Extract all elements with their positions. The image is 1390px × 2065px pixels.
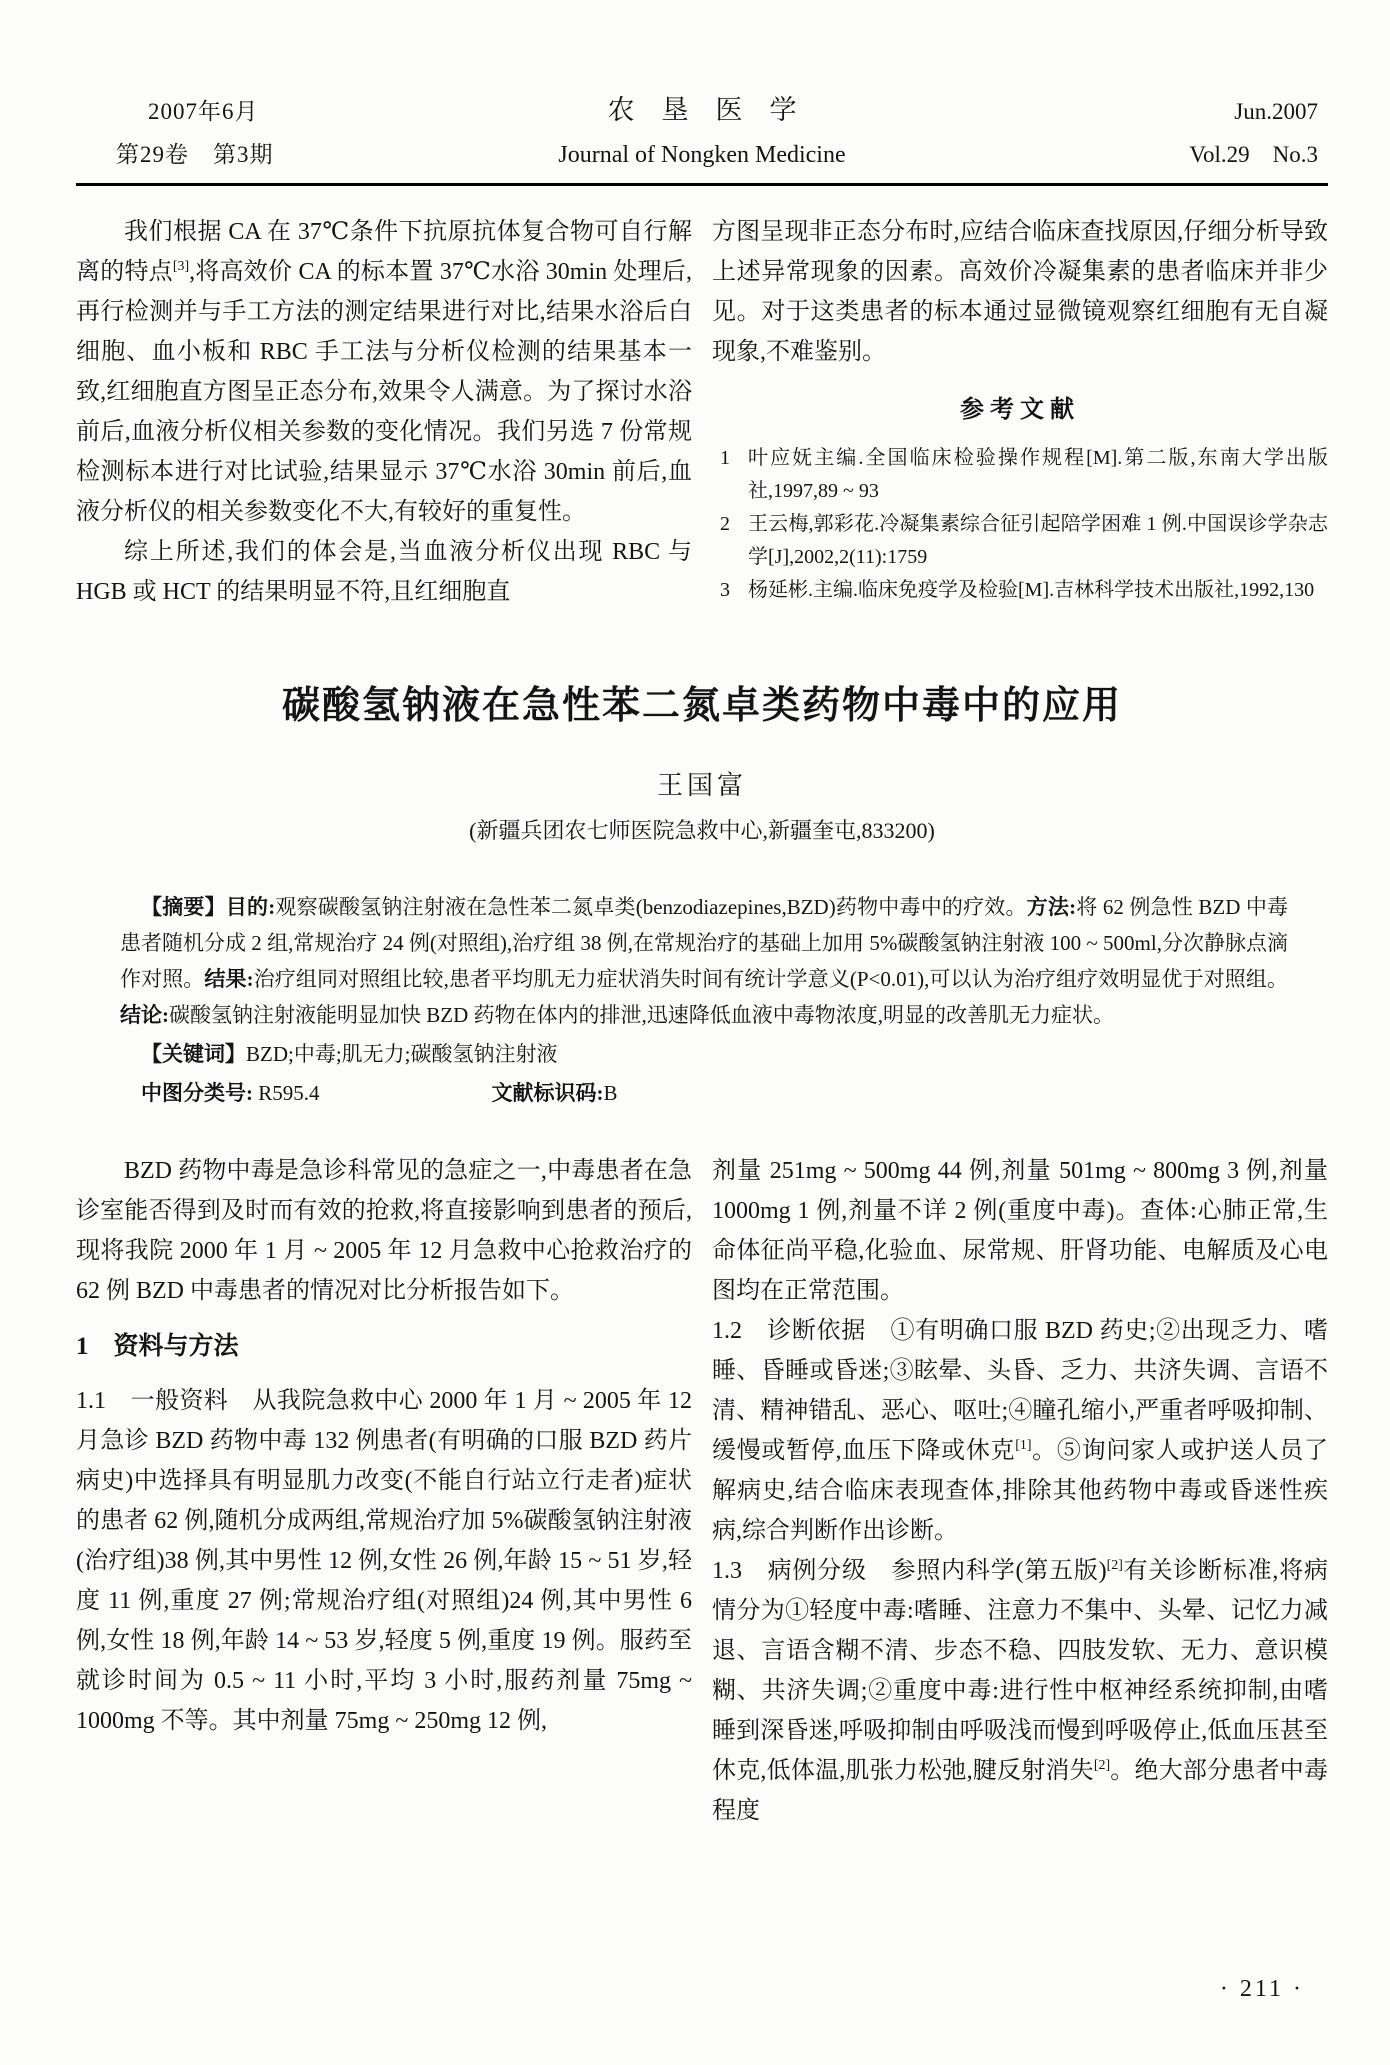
reference-text: 王云梅,郭彩花.冷凝集素综合征引起陪学困难 1 例.中国误诊学杂志学[J],2002,2(11):1759 — [748, 513, 1328, 568]
abstract-paragraph — [120, 889, 1288, 1033]
clc-label: 中图分类号: — [141, 1081, 259, 1105]
result-label: 结果: — [204, 967, 254, 991]
prev-article-paragraph — [76, 212, 692, 532]
doc-code-label: 文献标识码: — [491, 1081, 604, 1105]
continuation-paragraph: 剂量 251mg ~ 500mg 44 例,剂量 501mg ~ 800mg 3 例,剂量 1000mg 1 例,剂量不详 2 例(重度中毒)。查体:心肺正常,生命体征尚平稳,化验血、尿常规、肝肾功能、电解质及心电图均在正常范围。 — [712, 1158, 1328, 1304]
citation-superscript: [1] — [1015, 1438, 1032, 1453]
section-1-2-paragraph — [712, 1311, 1328, 1551]
paragraph-text: 。绝大部分患者中毒程度 — [712, 1758, 1329, 1824]
article-title: 碳酸氢钠液在急性苯二氮卓类药物中毒中的应用 — [281, 685, 1122, 727]
reference-text: 叶应妩主编.全国临床检验操作规程[M].第二版,东南大学出版社,1997,89 ~ 93 — [748, 447, 1328, 502]
objective-label: 目的: — [225, 895, 276, 919]
header-divider — [76, 183, 1328, 186]
method-text: 将 62 例急性 BZD 中毒患者随机分成 2 组,常规治疗 24 例(对照组),治疗组 38 例,在常规治疗的基础上加用 5%碳酸氢钠注射液 100 ~ 500ml,分次静脉点滴作对照。 — [120, 895, 1289, 991]
prev-article-right-column — [712, 212, 1328, 612]
previous-article-continuation — [76, 212, 1328, 612]
page-number: · 211 · — [1219, 1976, 1304, 2002]
citation-superscript: [2] — [1106, 1558, 1123, 1573]
conclusion-text: 碳酸氢钠注射液能明显加快 BZD 药物在体内的排泄,迅速降低血液中毒物浓度,明显的改善肌无力症状。 — [169, 1003, 1114, 1027]
reference-item — [712, 574, 1328, 607]
keywords-label: 【关键词】 — [141, 1042, 246, 1066]
paragraph-text: 我们根据 CA 在 37℃条件下抗原抗体复合物可自行解离的特点 — [76, 219, 692, 285]
header-row-1 — [76, 88, 1328, 127]
article-body-columns — [76, 1151, 1328, 1831]
section-1-heading: 1 资料与方法 — [76, 1333, 239, 1360]
header-date-en: Jun.2007 — [1234, 99, 1318, 124]
header-row-2 — [76, 136, 1328, 169]
conclusion-label: 结论: — [120, 1003, 169, 1027]
doc-code-value: B — [603, 1081, 618, 1105]
journal-header — [76, 88, 1328, 186]
abstract-label: 【摘要】 — [141, 895, 226, 919]
objective-text: 观察碳酸氢钠注射液在急性苯二氮卓类(benzodiazepines,BZD)药物中毒中的疗效。 — [275, 895, 1027, 919]
keywords-text: BZD;中毒;肌无力;碳酸氢钠注射液 — [246, 1042, 558, 1066]
journal-title-en: Journal of Nongken Medicine — [558, 142, 846, 168]
header-issue-cn: 第29卷 第3期 — [116, 142, 274, 167]
article-affiliation: (新疆兵团农七师医院急救中心,新疆奎屯,833200) — [469, 818, 935, 843]
keywords-line — [120, 1036, 1288, 1072]
references-list — [712, 442, 1328, 607]
prev-article-paragraph: 方图呈现非正态分布时,应结合临床查找原因,仔细分析导致上述异常现象的因素。高效价冷凝集素的患者临床并非少见。对于这类患者的标本通过显微镜观察红细胞有无自凝现象,不难鉴别。 — [712, 219, 1328, 365]
clc-value: R595.4 — [258, 1081, 320, 1105]
section-1-3-paragraph — [712, 1551, 1328, 1831]
references-heading: 参考文献 — [960, 397, 1080, 423]
section-1-1-paragraph: 1.1 一般资料 从我院急救中心 2000 年 1 月 ~ 2005 年 12 月急诊 BZD 药物中毒 132 例患者(有明确的口服 BZD 药片病史)中选择具有明显肌力改变(不能自行站立行走者)症状的患者 62 例,随机分成两组,常规治疗加 5%碳酸氢钠注射液(治疗组)38 例,其中男性 12 例,女性 26 例,年龄 15 ~ 51 岁,轻度 11 例,重度 27 例;常规治疗组(对照组)24 例,其中男性 6 例,女性 18 例,年龄 14 ~ 53 岁,轻度 5 例,重度 19 例。服药至就诊时间为 0.5 ~ 11 小时,平均 3 小时,服药剂量 75mg ~ 1000mg 不等。其中剂量 75mg ~ 250mg 12 例, — [76, 1388, 692, 1734]
reference-text: 杨延彬.主编.临床免疫学及检验[M].吉林科学技术出版社,1992,130 — [748, 579, 1315, 601]
paragraph-text: ,将高效价 CA 的标本置 37℃水浴 30min 处理后,再行检测并与手工方法的测定结果进行对比,结果水浴后白细胞、血小板和 RBC 手工法与分析仪检测的结果基本一致,红细胞直方图呈正态分布,效果令人满意。为了探讨水浴前后,血液分析仪相关参数的变化情况。我们另选 7 份常规检测标本进行对比试验,结果显示 37℃水浴 30min 前后,血液分析仪的相关参数变化不大,有较好的重复性。 — [76, 259, 693, 525]
reference-number: 1 — [720, 447, 730, 469]
method-label: 方法: — [1026, 895, 1077, 919]
header-issue-en: Vol.29 No.3 — [1189, 142, 1318, 167]
paragraph-text: 1.2 诊断依据 ①有明确口服 BZD 药史;②出现乏力、嗜睡、昏睡或昏迷;③眩晕、头昏、乏力、共济失调、言语不清、精神错乱、恶心、呕吐;④瞳孔缩小,严重者呼吸抑制、缓慢或暂停,血压下降或休克 — [712, 1318, 1328, 1464]
reference-item — [712, 442, 1328, 508]
result-text: 治疗组同对照组比较,患者平均肌无力症状消失时间有统计学意义(P<0.01),可以认为治疗组疗效明显优于对照组。 — [253, 967, 1289, 991]
journal-title-cn: 农 垦 医 学 — [607, 95, 797, 125]
reference-item — [712, 508, 1328, 574]
article-author: 王国富 — [656, 771, 747, 800]
citation-superscript: [3] — [172, 259, 190, 274]
citation-superscript: [2] — [1093, 1758, 1111, 1773]
paragraph-text: 有关诊断标准,将病情分为①轻度中毒:嗜睡、注意力不集中、头晕、记忆力减退、言语含糊不清、步态不稳、四肢发软、无力、意识模糊、共济失调;②重度中毒:进行性中枢神经系统抑制,由嗜睡到深昏迷,呼吸抑制由呼吸浅而慢到呼吸停止,低血压甚至休克,低体温,肌张力松弛,腱反射消失 — [712, 1558, 1329, 1784]
classification-line — [120, 1075, 1288, 1111]
paragraph-text: 1.3 病例分级 参照内科学(第五版) — [712, 1558, 1107, 1584]
reference-number: 3 — [720, 579, 730, 601]
body-right-column — [712, 1151, 1328, 1831]
prev-article-left-column — [76, 212, 692, 612]
intro-paragraph: BZD 药物中毒是急诊科常见的急症之一,中毒患者在急诊室能否得到及时而有效的抢救,将直接影响到患者的预后,现将我院 2000 年 1 月 ~ 2005 年 12 月急救中心抢救治疗的 62 例 BZD 中毒患者的情况对比分析报告如下。 — [76, 1158, 692, 1304]
header-date-cn: 2007年6月 — [148, 99, 259, 124]
paragraph-text: 。⑤询问家人或护送人员了解病史,结合临床表现查体,排除其他药物中毒或昏迷性疾病,综合判断作出诊断。 — [712, 1438, 1329, 1544]
abstract-block — [120, 889, 1288, 1111]
body-left-column — [76, 1151, 692, 1831]
reference-number: 2 — [720, 513, 730, 535]
prev-article-paragraph: 综上所述,我们的体会是,当血液分析仪出现 RBC 与 HGB 或 HCT 的结果明显不符,且红细胞直 — [76, 539, 692, 605]
